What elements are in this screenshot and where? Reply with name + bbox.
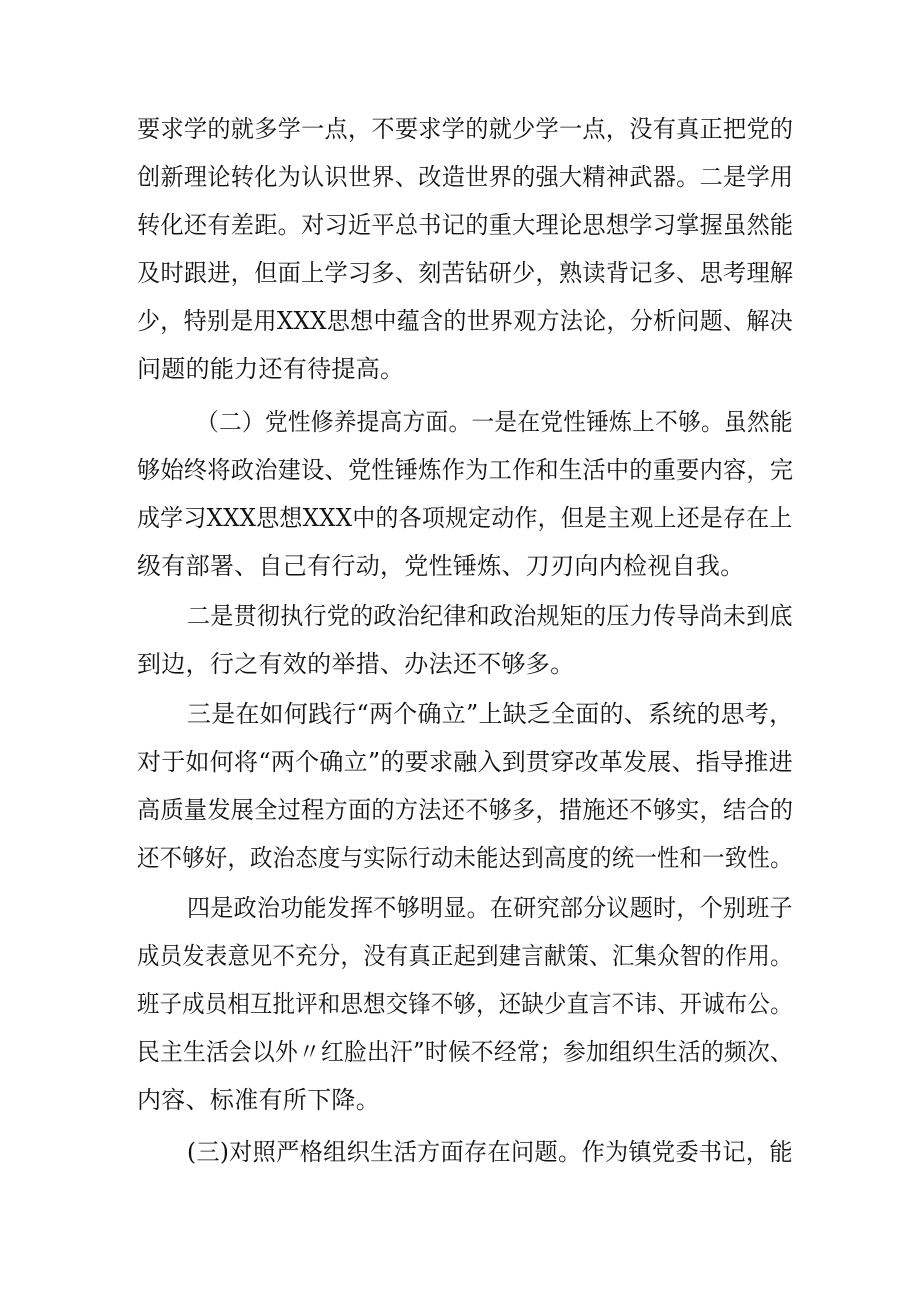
text-line: 问题的能力还有待提高。 [137, 355, 405, 383]
text-line: 及时跟进，但面上学习多、刻苦钻研少，熟读背记多、思考理解 [137, 259, 794, 287]
text-line: 要求学的就多学一点，不要求学的就少学一点，没有真正把党的 [137, 115, 794, 143]
section-heading-line: (三)对照严格组织生活方面存在问题。作为镇党委书记，能 [187, 1138, 793, 1166]
text-line: 民主生活会以外〃红脸出汗”时候不经常；参加组织生活的频次、 [137, 1038, 793, 1066]
text-line: 成员发表意见不充分，没有真正起到建言献策、汇集众智的作用。 [137, 942, 793, 970]
text-line: 对于如何将“两个确立”的要求融入到贯穿改革发展、指导推进 [137, 748, 793, 776]
paragraph-start-line: 二是贯彻执行党的政治纪律和政治规矩的压力传导尚未到底 [187, 602, 793, 630]
paragraph-start-line: 三是在如何践行“两个确立”上缺乏全面的、系统的思考， [187, 700, 794, 728]
text-line: 够始终将政治建设、党性锤炼作为工作和生活中的重要内容，完 [137, 456, 794, 484]
section-heading-line: （二）党性修养提高方面。一是在党性锤炼上不够。虽然能 [196, 408, 793, 436]
paragraph-start-line: 四是政治功能发挥不够明显。在研究部分议题时，个别班子 [187, 894, 793, 922]
text-line: 到边，行之有效的举措、办法还不够多。 [137, 650, 575, 678]
text-line: 创新理论转化为认识世界、改造世界的强大精神武器。二是学用 [137, 163, 794, 191]
text-line: 还不够好，政治态度与实际行动未能达到高度的统一性和一致性。 [137, 844, 793, 872]
text-line: 内容、标准有所下降。 [137, 1086, 380, 1114]
text-line: 成学习XXX思想XXX中的各项规定动作，但是主观上还是存在上 [137, 504, 793, 532]
text-line: 班子成员相互批评和思想交锋不够，还缺少直言不讳、开诚布公。 [137, 990, 793, 1018]
text-line: 转化还有差距。对习近平总书记的重大理论思想学习掌握虽然能 [137, 211, 794, 239]
text-line: 高质量发展全过程方面的方法还不够多，措施还不够实，结合的 [137, 796, 794, 824]
text-line: 少，特别是用XXX思想中蕴含的世界观方法论，分析问题、解决 [137, 307, 793, 335]
text-line: 级有部署、自己有行动，党性锤炼、刀刃向内检视自我。 [137, 552, 745, 580]
